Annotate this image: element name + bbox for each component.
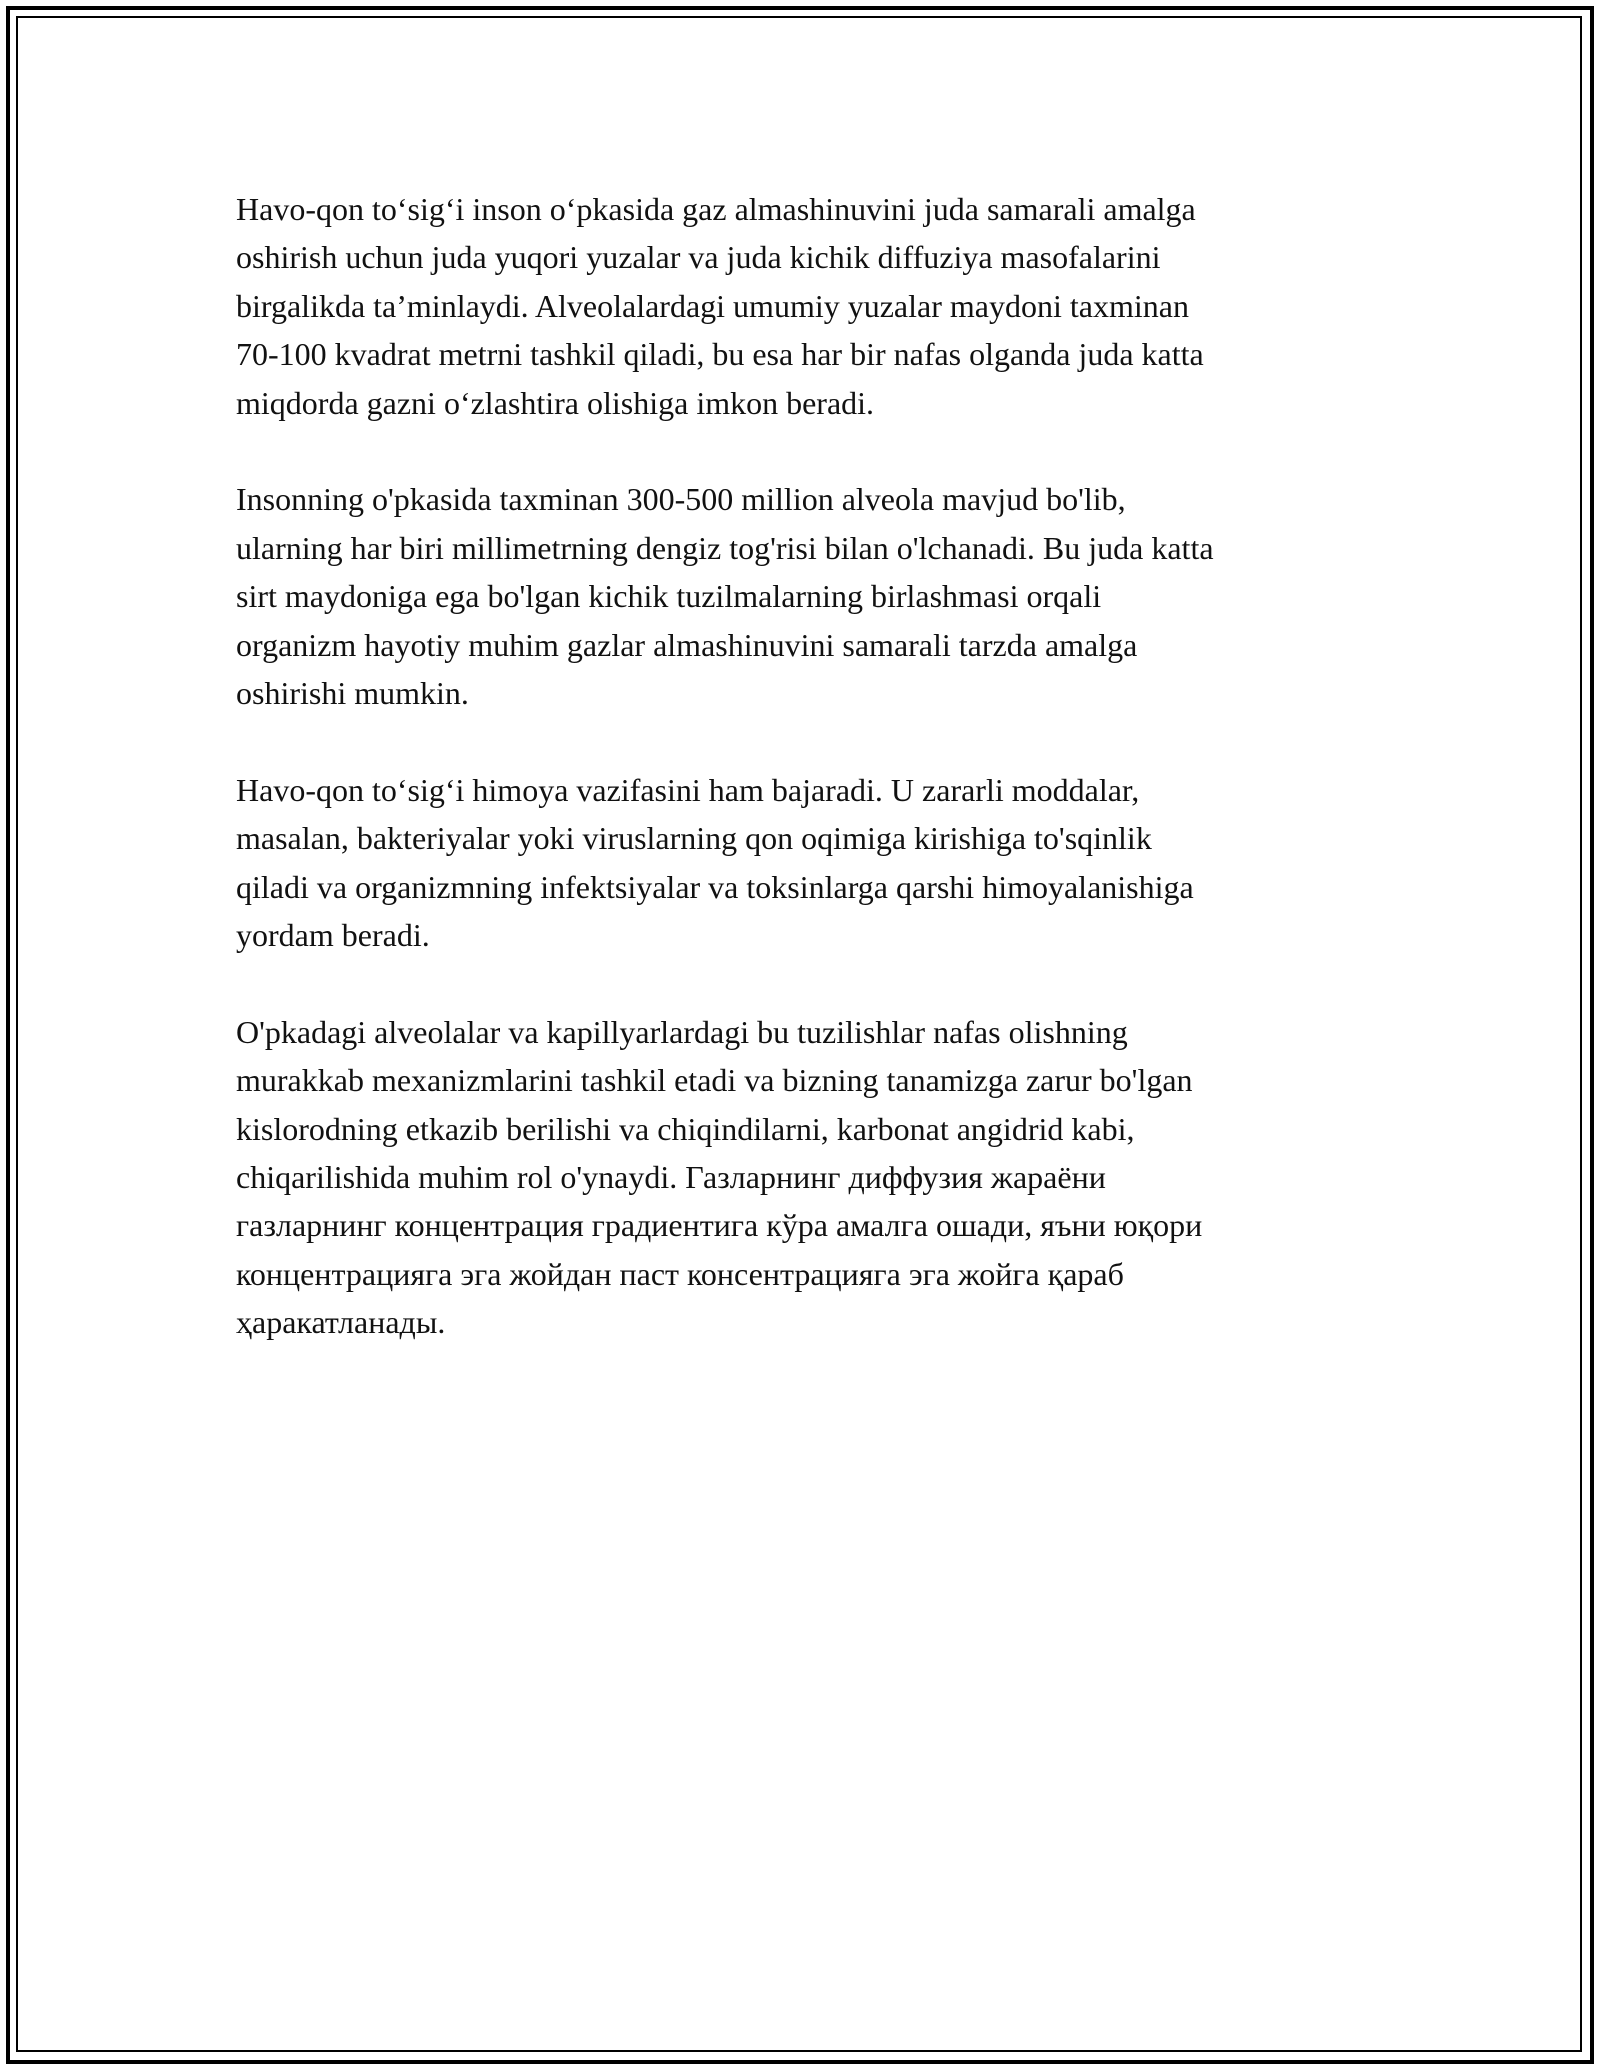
text-line: yordam beradi.	[236, 917, 430, 954]
text-line: birgalikda ta’minlaydi. Alveolalardagi umumiy yuzalar maydoni taxminan	[236, 287, 1189, 324]
text-line: sirt maydoniga ega bo'lgan kichik tuzilmalarning birlashmasi orqali	[236, 578, 1102, 615]
text-line: oshirish uchun juda yuqori yuzalar va juda kichik diffuziya masofalarini	[236, 239, 1161, 276]
text-line: Havo-qon to‘sig‘i himoya vazifasini ham bajaradi. U zararli moddalar,	[236, 771, 1140, 808]
text-line: miqdorda gazni o‘zlashtira olishiga imkon beradi.	[236, 384, 875, 421]
text-line: oshirishi mumkin.	[236, 675, 469, 712]
text-line: O'pkadagi alveolalar va kapillyarlardagi bu tuzilishlar nafas olishning	[236, 1013, 1128, 1050]
document-body	[236, 185, 1366, 1395]
paragraph-3	[236, 766, 1366, 960]
paragraph-2	[236, 475, 1366, 717]
text-line: murakkab mexanizmlarini tashkil etadi va bizning tanamizga zarur bo'lgan	[236, 1062, 1193, 1099]
text-line: ularning har biri millimetrning dengiz tog'risi bilan o'lchanadi. Bu juda katta	[236, 529, 1214, 566]
text-line: 70-100 kvadrat metrni tashkil qiladi, bu esa har bir nafas olganda juda katta	[236, 336, 1204, 373]
text-line: chiqarilishida muhim rol o'ynaydi. Газларнинг диффузия жараёни	[236, 1159, 1106, 1196]
text-line: qiladi va organizmning infektsiyalar va toksinlarga qarshi himoyalanishiga	[236, 868, 1194, 905]
paragraph-4	[236, 1008, 1366, 1347]
text-line: kislorodning etkazib berilishi va chiqindilarni, karbonat angidrid kabi,	[236, 1110, 1135, 1147]
text-line: газларнинг концентрация градиентига кўра амалга ошади, яъни юқори	[236, 1207, 1203, 1244]
text-line: masalan, bakteriyalar yoki viruslarning qon oqimiga kirishiga to'sqinlik	[236, 820, 1152, 857]
text-line: organizm hayotiy muhim gazlar almashinuvini samarali tarzda amalga	[236, 626, 1138, 663]
text-line: Insonning o'pkasida taxminan 300-500 million alveola mavjud bo'lib,	[236, 481, 1126, 518]
paragraph-1	[236, 185, 1366, 427]
text-line: ҳаракатланады.	[236, 1304, 446, 1341]
text-line: Havo-qon to‘sig‘i inson o‘pkasida gaz almashinuvini juda samarali amalga	[236, 191, 1196, 227]
text-line: концентрацияга эга жойдан паст консентрацияга эга жойга қараб	[236, 1255, 1124, 1292]
